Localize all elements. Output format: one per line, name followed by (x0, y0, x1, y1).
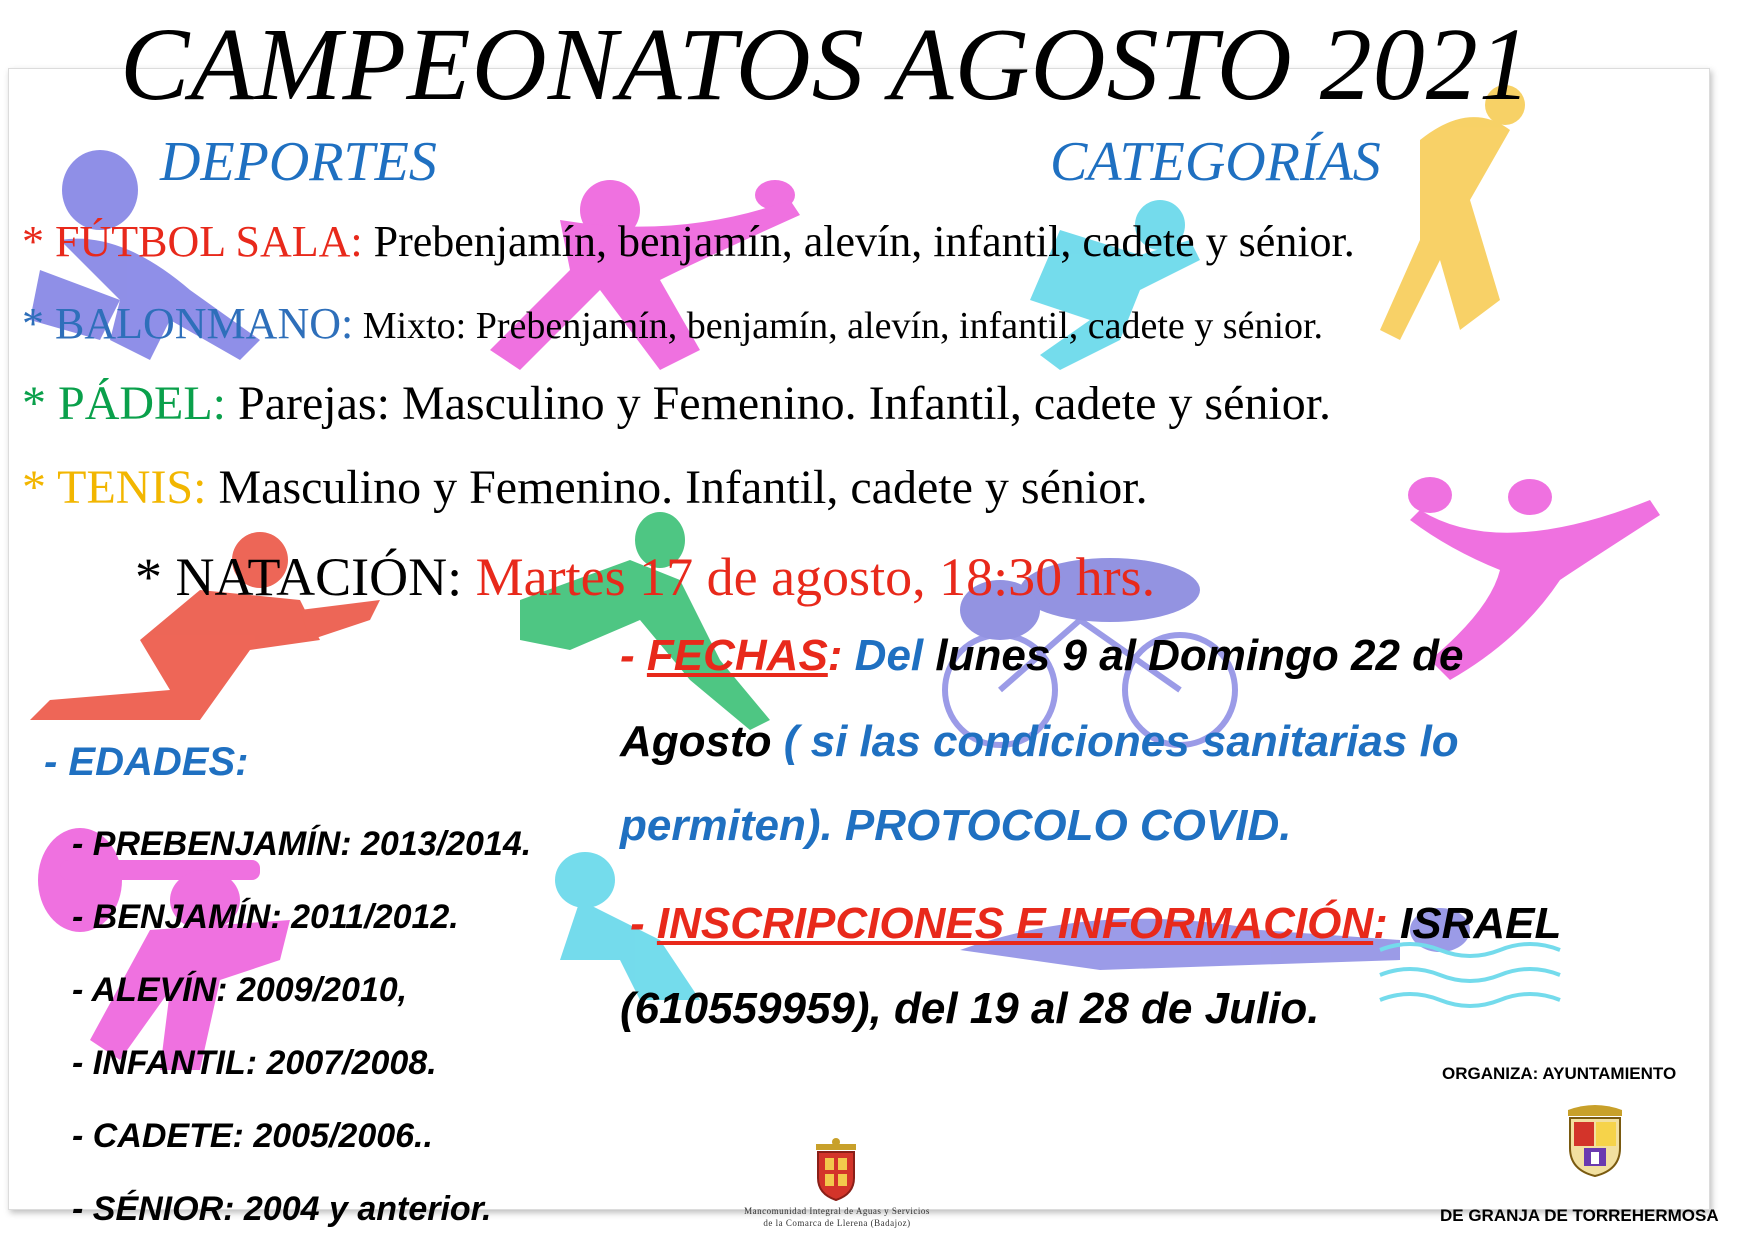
natacion-date: Martes 17 de agosto, 18:30 hrs. (462, 547, 1156, 607)
natacion-line (135, 548, 1155, 607)
fechas-month: Agosto (620, 717, 772, 766)
inscripciones-colon: : (1373, 899, 1388, 948)
edad-item: - PREBENJAMÍN: 2013/2014. (72, 825, 532, 863)
magenta-weightlifter-silhouette (38, 828, 290, 1070)
town-crest-icon (1560, 1100, 1630, 1180)
mancomunidad-line-2: de la Comarca de Llerena (Badajoz) (763, 1217, 911, 1228)
fechas-line-3 (620, 802, 1291, 850)
padel-categories: Parejas: Masculino y Femenino. Infantil, cadete y sénior. (226, 377, 1332, 430)
tenis-label: * TENIS: (22, 461, 207, 514)
futbol-sala-categories: Prebenjamín, benjamín, alevín, infantil, cadete y sénior. (362, 217, 1355, 266)
water-waves (1380, 944, 1560, 1006)
edad-item: - CADETE: 2005/2006.. (72, 1117, 433, 1155)
organiza-line-1: ORGANIZA: AYUNTAMIENTO (1442, 1064, 1677, 1083)
poster-title: CAMPEONATOS AGOSTO 2021 (120, 7, 1532, 122)
fechas-dash: - (620, 631, 647, 680)
edad-item: - SÉNIOR: 2004 y anterior. (72, 1190, 492, 1228)
fechas-colon: : (827, 631, 843, 680)
coat-of-arms-icon (808, 1138, 864, 1204)
edad-item: - ALEVÍN: 2009/2010, (72, 971, 408, 1009)
fechas-label: FECHAS (646, 631, 828, 680)
inscripciones-contact: ISRAEL (1387, 899, 1562, 948)
tenis-categories: Masculino y Femenino. Infantil, cadete y sénior. (206, 461, 1148, 514)
balonmano-label: * BALONMANO: (22, 299, 354, 348)
inscripciones-label: INSCRIPCIONES E INFORMACIÓN (656, 899, 1374, 948)
mancomunidad-line-1: Mancomunidad Integral de Aguas y Servicios (744, 1206, 930, 1216)
inscripciones-line-1 (630, 900, 1561, 948)
edad-item: - BENJAMÍN: 2011/2012. (72, 898, 459, 936)
edades-heading: - EDADES: (44, 740, 249, 784)
balonmano-line (22, 300, 1323, 348)
padel-label: * PÁDEL: (22, 377, 226, 430)
fechas-protocol: permiten). PROTOCOLO COVID. (620, 801, 1292, 850)
fechas-condition: ( si las condiciones sanitarias lo (771, 717, 1459, 766)
fechas-line-1 (620, 632, 1464, 680)
futbol-sala-line (22, 218, 1355, 266)
inscripciones-dash: - (630, 899, 657, 948)
fechas-del: Del (842, 631, 924, 680)
organiza-line-2: DE GRANJA DE TORREHERMOSA (1440, 1206, 1719, 1225)
padel-line (22, 378, 1331, 431)
green-runner-silhouette (520, 512, 770, 730)
edad-item: - INFANTIL: 2007/2008. (72, 1044, 437, 1082)
fechas-line-2 (620, 718, 1459, 766)
inscripciones-phone-dates: (610559959), del 19 al 28 de Julio. (620, 984, 1320, 1033)
balonmano-categories: Mixto: Prebenjamín, benjamín, alevín, infantil, cadete y sénior. (353, 305, 1324, 347)
inscripciones-line-2 (620, 985, 1320, 1033)
natacion-label: * NATACIÓN: (135, 547, 463, 607)
tenis-line (22, 462, 1148, 515)
categories-heading: CATEGORÍAS (1050, 131, 1381, 193)
sports-heading: DEPORTES (160, 131, 437, 193)
futbol-sala-label: * FÚTBOL SALA: (22, 217, 363, 266)
yellow-jumper-silhouette (1380, 85, 1525, 340)
mancomunidad-caption (712, 1206, 962, 1229)
fechas-dates: lunes 9 al Domingo 22 de (923, 631, 1464, 680)
